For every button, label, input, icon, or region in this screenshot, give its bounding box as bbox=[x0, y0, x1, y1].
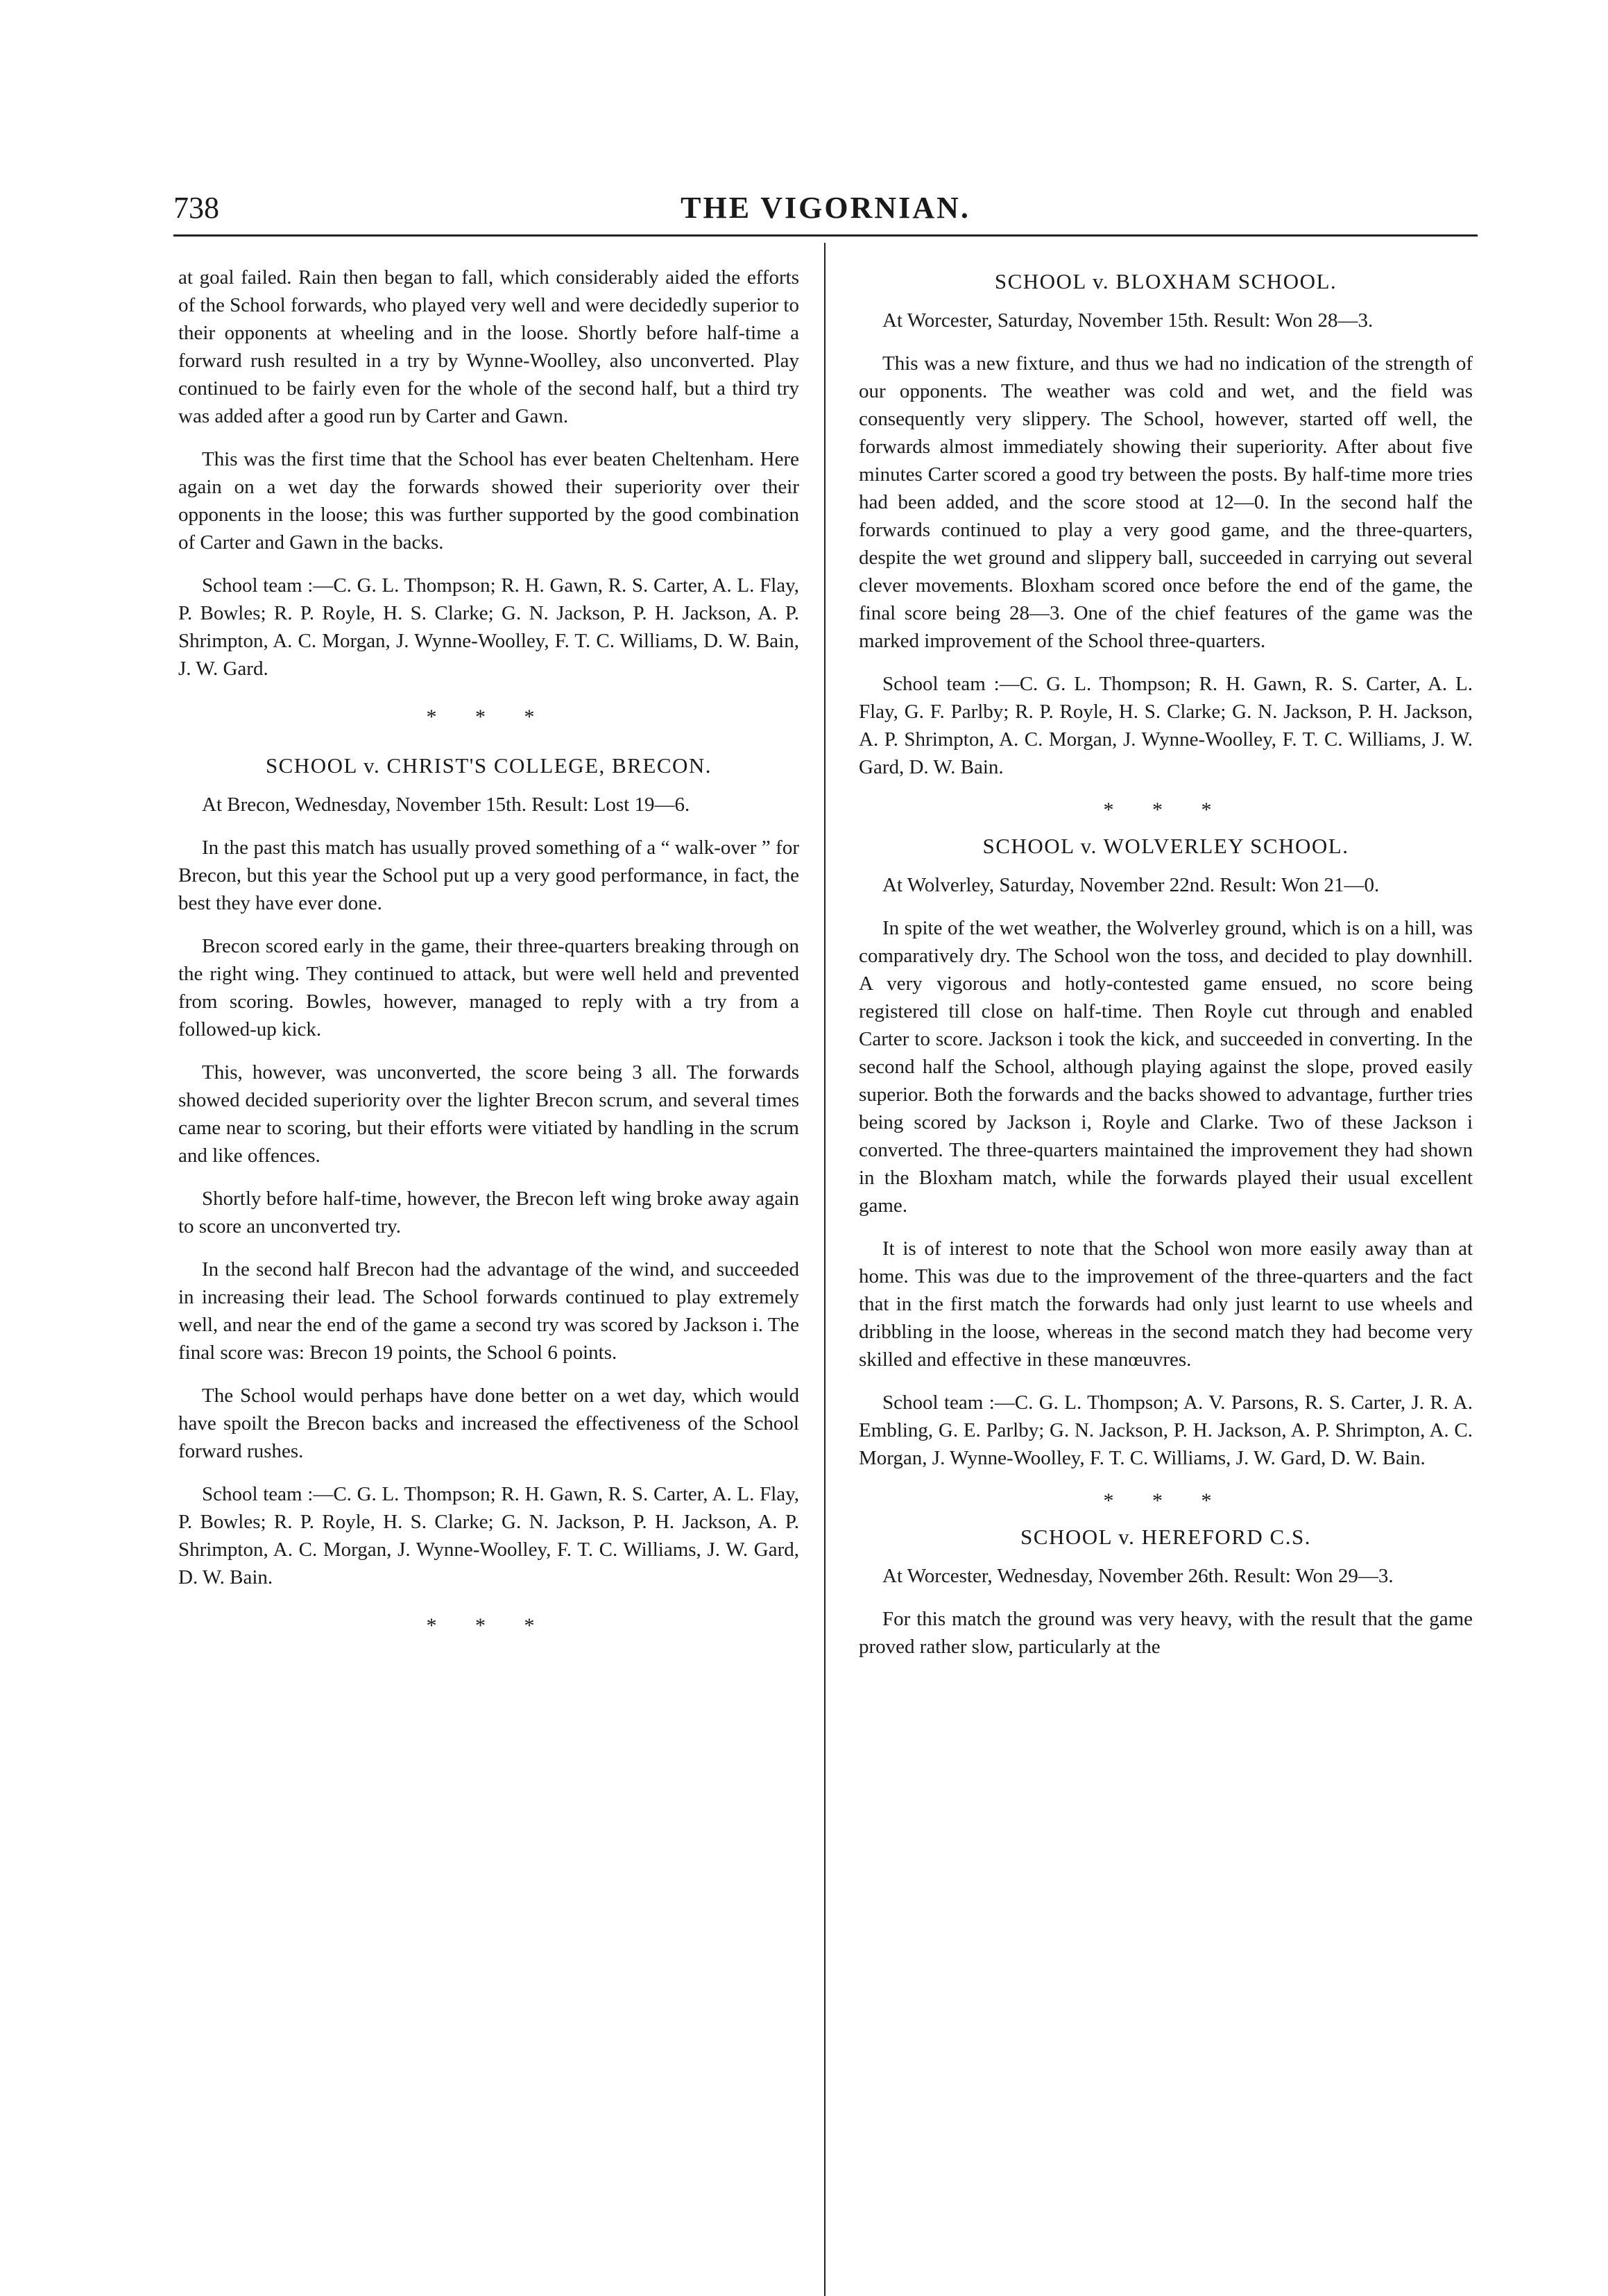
paragraph: In the second half Brecon had the advantage of the wind, and succeeded in increasing their lead. The School forwards continued to play extremely well, and near the end of the game a second try was scored by Jackson i. The final score was: Brecon 19 points, the School 6 points. bbox=[178, 1258, 799, 1364]
paragraph: This was the first time that the School has ever beaten Cheltenham. Here again on a wet day the forwards showed their superiority over their opponents in the loose; this was further supported by the good combination of Carter and Gawn in the backs. bbox=[178, 448, 799, 554]
team-list: School team :—C. G. L. Thompson; R. H. Gawn, R. S. Carter, A. L. Flay, P. Bowles; R. P. Royle, H. S. Clarke; G. N. Jackson, P. H. Jackson, A. P. Shrimpton, A. C. Morgan, J. Wynne-Woolley, F. T. C. Williams, J. W. Gard, D. W. Bain. bbox=[178, 1483, 799, 1588]
section-divider: * * * bbox=[426, 1614, 551, 1637]
paragraph: In spite of the wet weather, the Wolverley ground, which is on a hill, was comparatively dry. The School won the toss, and decided to play downhill. A very vigorous and hotly-contested game ensued, no score being registered till close on half-time. Then Royle cut through and enabled Carter to score. Jackson i took the kick, and succeeded in converting. In the second half the School, although playing against the slope, proved easily superior. Both the forwards and the backs showed to advantage, further tries being scored by Jackson i, Royle and Clarke. Two of these Jackson i converted. The three-quarters maintained the improvement they had shown in the Bloxham match, while the forwards played their usual excellent game. bbox=[859, 917, 1473, 1217]
team-list: School team :—C. G. L. Thompson; A. V. Parsons, R. S. Carter, J. R. A. Embling, G. E. Parlby; G. N. Jackson, P. H. Jackson, A. P. Shrimpton, A. C. Morgan, J. Wynne-Woolley, F. T. C. Williams, J. W. Gard, D. W. Bain. bbox=[859, 1391, 1473, 1469]
match-result: At Worcester, Wednesday, November 26th. Result: Won 29—3. bbox=[882, 1565, 1394, 1587]
match-heading: SCHOOL v. HEREFORD C.S. bbox=[1020, 1525, 1311, 1549]
match-heading: SCHOOL v. CHRIST'S COLLEGE, BRECON. bbox=[265, 753, 712, 778]
page-header bbox=[173, 187, 1478, 236]
section-divider: * * * bbox=[1103, 1489, 1229, 1512]
match-heading: SCHOOL v. WOLVERLEY SCHOOL. bbox=[982, 834, 1349, 858]
paragraph: In the past this match has usually proved something of a “ walk-over ” for Brecon, but this year the School put up a very good performance, in fact, the best they have ever done. bbox=[178, 837, 799, 914]
section-divider: * * * bbox=[426, 705, 551, 728]
left-column bbox=[178, 264, 799, 1661]
paragraph: This was a new fixture, and thus we had no indication of the strength of our opponents. The weather was cold and wet, and the field was consequently very slippery. The School, however, started off well, the forwards almost immediately showing their superiority. After about five minutes Carter scored a good try between the posts. By half-time more tries had been added, and the score stood at 12—0. In the second half the forwards continued to play a very good game, and the three-quarters, despite the wet ground and slippery ball, succeeded in carrying out several clever movements. Bloxham scored once before the end of the game, the final score being 28—3. One of the chief features of the game was the marked improvement of the School three-quarters. bbox=[859, 352, 1473, 652]
match-result: At Wolverley, Saturday, November 22nd. Result: Won 21—0. bbox=[882, 874, 1380, 896]
paragraph: It is of interest to note that the School won more easily away than at home. This was due to the improvement of the three-quarters and the fact that in the first match the forwards had only just learnt to use wheels and dribbling in the loose, whereas in the second match they had become very skilled and effective in these manœuvres. bbox=[859, 1237, 1473, 1371]
paragraph: For this match the ground was very heavy, with the result that the game proved rather slow, particularly at the bbox=[859, 1608, 1473, 1658]
team-list: School team :—C. G. L. Thompson; R. H. Gawn, R. S. Carter, A. L. Flay, P. Bowles; R. P. Royle, H. S. Clarke; G. N. Jackson, P. H. Jackson, A. P. Shrimpton, A. C. Morgan, J. Wynne-Woolley, F. T. C. Williams, D. W. Bain, J. W. Gard. bbox=[178, 574, 799, 680]
paragraph: Brecon scored early in the game, their three-quarters breaking through on the right wing. They continued to attack, but were well held and prevented from scoring. Bowles, however, managed to reply with a try from a followed-up kick. bbox=[178, 935, 799, 1040]
team-list: School team :—C. G. L. Thompson; R. H. Gawn, R. S. Carter, A. L. Flay, G. F. Parlby; R. P. Royle, H. S. Clarke; G. N. Jackson, P. H. Jackson, A. P. Shrimpton, A. C. Morgan, J. Wynne-Woolley, F. T. C. Williams, J. W. Gard, D. W. Bain. bbox=[859, 673, 1473, 778]
match-heading: SCHOOL v. BLOXHAM SCHOOL. bbox=[994, 269, 1337, 293]
column-rule bbox=[824, 243, 826, 2296]
header-rule bbox=[173, 234, 1478, 237]
section-divider: * * * bbox=[1103, 798, 1229, 821]
paragraph: This, however, was unconverted, the score being 3 all. The forwards showed decided superiority over the lighter Brecon scrum, and several times came near to scoring, but their efforts were vitiated by handling in the scrum and like offences. bbox=[178, 1061, 799, 1167]
paragraph: at goal failed. Rain then began to fall, which considerably aided the efforts of the School forwards, who played very well and were decidedly superior to their opponents at wheeling and in the loose. Shortly before half-time a forward rush resulted in a try by Wynne-Woolley, also unconverted. Play continued to be fairly even for the whole of the second half, but a third try was added after a good run by Carter and Gawn. bbox=[178, 266, 799, 427]
right-column bbox=[859, 264, 1473, 1676]
page-number: 738 bbox=[173, 191, 219, 225]
match-result: At Worcester, Saturday, November 15th. Result: Won 28—3. bbox=[882, 309, 1374, 332]
running-title: THE VIGORNIAN. bbox=[681, 191, 970, 225]
match-result: At Brecon, Wednesday, November 15th. Result: Lost 19—6. bbox=[202, 794, 690, 816]
paragraph: The School would perhaps have done better on a wet day, which would have spoilt the Brecon backs and increased the effectiveness of the School forward rushes. bbox=[178, 1385, 799, 1462]
paragraph: Shortly before half-time, however, the Brecon left wing broke away again to score an unconverted try. bbox=[178, 1188, 799, 1237]
